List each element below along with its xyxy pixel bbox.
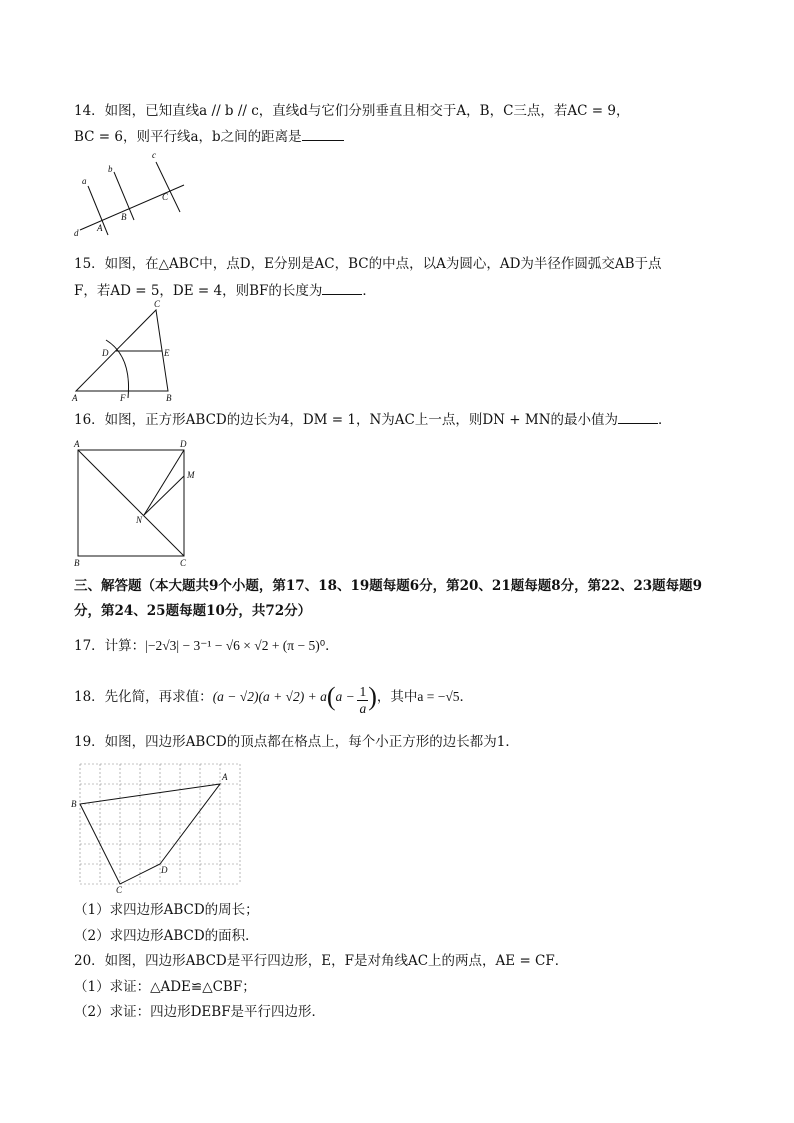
q16-text-line1: 16．如图，正方形ABCD的边长为4，DM = 1，N为AC上一点，则DN + MN的最小值为 ．	[74, 409, 724, 430]
q14-text-line1: 14．如图，已知直线a // b // c，直线d与它们分别垂直且相交于A，B，C三点，若AC = 9，	[74, 103, 630, 119]
label-D: D	[161, 865, 168, 875]
label-C: C	[162, 192, 169, 202]
diagonal-AC	[78, 450, 184, 556]
label-A: A	[222, 772, 228, 782]
label-d: d	[74, 228, 79, 238]
q14-figure	[72, 148, 192, 244]
answer-blank	[322, 280, 362, 295]
answer-blank	[302, 126, 344, 141]
line-c	[156, 162, 180, 212]
q15-figure	[70, 298, 180, 404]
label-A: A	[72, 393, 78, 403]
q16-figure	[70, 438, 200, 570]
q20-text: 20．如图，四边形ABCD是平行四边形，E，F是对角线AC上的两点，AE = CF．	[74, 953, 569, 969]
label-b: b	[108, 164, 113, 174]
q18-expression: (a − √2)(a + √2) + a	[212, 689, 327, 704]
q18-text: 18．先化简，再求值：(a − √2)(a + √2) + a(a − $\frac{1}{a}$ )，其中a = −√5．	[74, 682, 474, 716]
q17-text: 17．计算：|−2√3| − 3⁻¹ − √6 × √2 + (π − 5)⁰．	[74, 638, 339, 654]
label-B: B	[166, 393, 172, 403]
grid-lines	[80, 764, 240, 884]
label-C: C	[154, 299, 161, 309]
label-E: E	[164, 348, 170, 358]
q18-fraction: $\frac{1}{a}$	[359, 684, 367, 716]
q15-text-line2: F，若AD = 5，DE = 4，则BF的长度为 ．	[74, 280, 724, 301]
section-heading-line2: 分，第24、25题每题10分，共72分）	[74, 603, 312, 619]
q15-text: F，若AD = 5，DE = 4，则BF的长度为	[74, 283, 323, 299]
label-F: F	[120, 393, 126, 403]
label-B: B	[121, 212, 127, 222]
label-C: C	[180, 558, 187, 568]
q15-text-line1: 15．如图，在△ABC中，点D，E分别是AC，BC的中点，以A为圆心，AD为半径作圆弧交AB于点	[74, 256, 662, 272]
q19-text: 19．如图，四边形ABCD的顶点都在格点上，每个小正方形的边长都为1．	[74, 734, 519, 750]
label-D: D	[180, 439, 187, 449]
q20-sub2: （2）求证：四边形DEBF是平行四边形．	[74, 1004, 326, 1020]
q19-sub2: （2）求四边形ABCD的面积．	[74, 928, 259, 944]
label-A: A	[74, 439, 80, 449]
label-M: M	[187, 470, 195, 480]
q19-sub1: （1）求四边形ABCD的周长；	[74, 902, 259, 918]
q14-text: BC = 6，则平行线a，b之间的距离是	[74, 129, 302, 145]
label-D: D	[102, 348, 109, 358]
line-d	[80, 185, 184, 230]
label-A: A	[97, 223, 103, 233]
q16-text: 16．如图，正方形ABCD的边长为4，DM = 1，N为AC上一点，则DN + MN的最小值为	[74, 412, 619, 428]
q14-text-line2	[74, 126, 724, 147]
section-heading-line1: 三、解答题（本大题共9个小题，第17、18、19题每题6分，第20、21题每题8分，第22、23题每题9	[74, 578, 703, 594]
q20-sub1: （1）求证：△ADE≌△CBF；	[74, 979, 256, 995]
answer-blank	[618, 409, 658, 424]
q17-expression: |−2√3| − 3⁻¹ − √6 × √2 + (π − 5)⁰．	[145, 638, 339, 653]
label-B: B	[71, 799, 77, 809]
label-a: a	[82, 176, 87, 186]
label-c: c	[152, 150, 156, 160]
label-C: C	[116, 885, 123, 894]
label-N: N	[136, 515, 143, 525]
quadrilateral-ABCD	[80, 784, 220, 884]
q19-grid-figure	[70, 762, 246, 894]
label-B: B	[74, 558, 80, 568]
